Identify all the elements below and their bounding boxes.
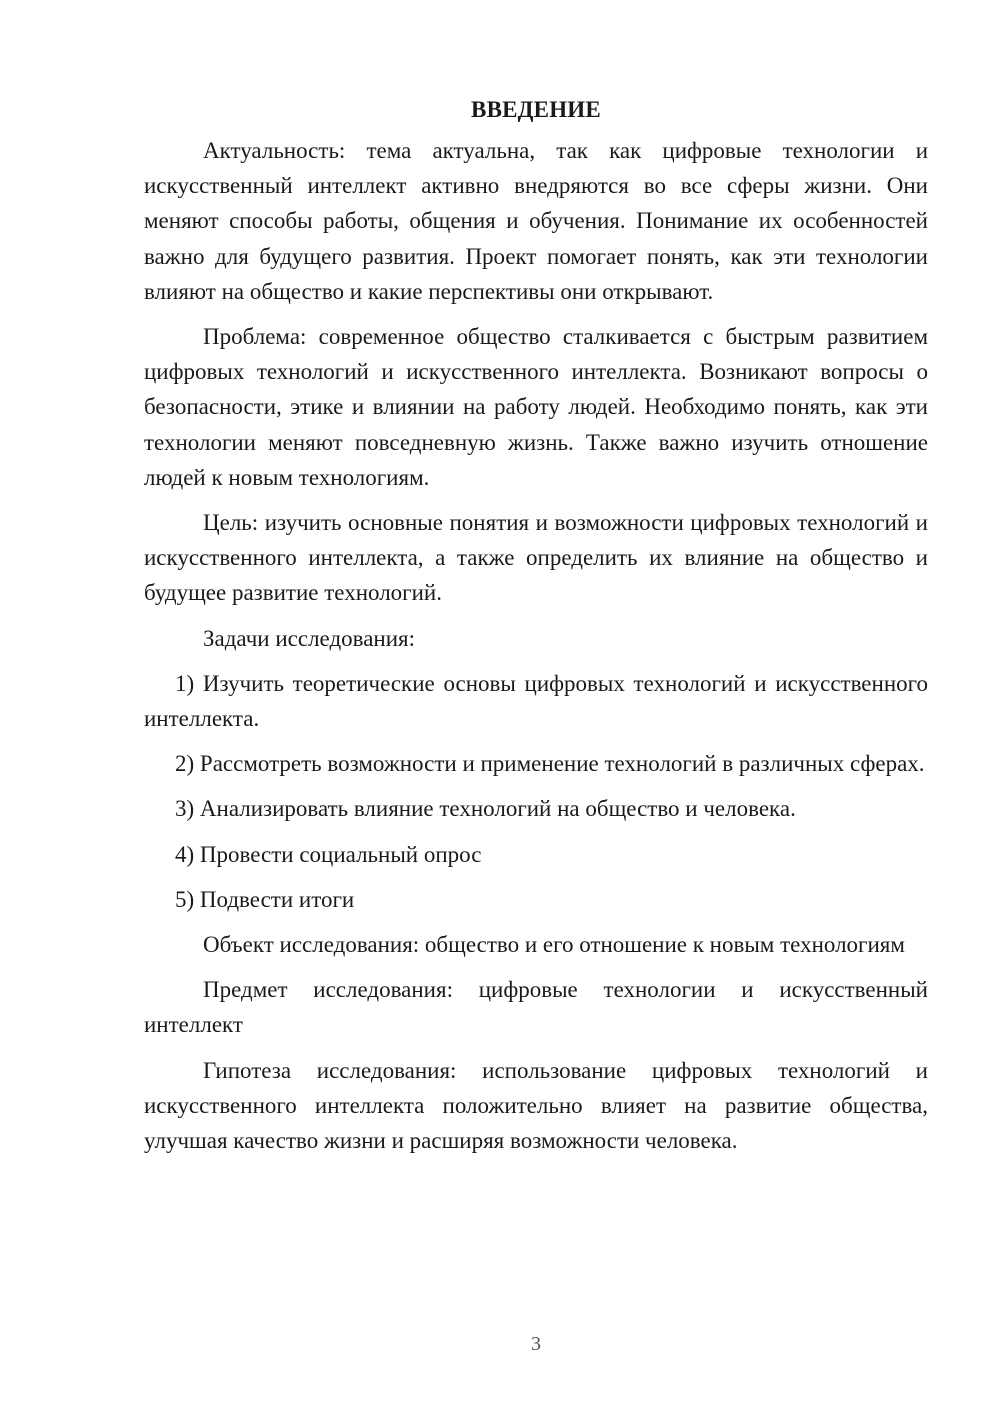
tasks-title: Задачи исследования:: [203, 625, 416, 651]
hypothesis-paragraph: Гипотеза исследования: использование цифровых технологий и искусственного интеллекта положительно влияет на развитие общества, улучшая качество жизни и расширяя возможности человека.: [144, 1057, 928, 1154]
object-paragraph: Объект исследования: общество и его отношение к новым технологиям: [203, 932, 905, 958]
task-item-5: 5) Подвести итоги: [175, 886, 355, 912]
task-item-3: 3) Анализировать влияние технологий на общество и человека.: [175, 796, 796, 822]
relevance-paragraph: Актуальность: тема актуальна, так как цифровые технологии и искусственный интеллект активно внедряются во все сферы жизни. Они меняют способы работы, общения и обучения. Понимание их особенностей важно для будущего развития. Проект помогает понять, как эти технологии влияют на общество и какие перспективы они открывают.: [144, 138, 928, 304]
page-number: 3: [531, 1333, 541, 1355]
section-heading: ВВЕДЕНИЕ: [471, 97, 601, 122]
document-page: [144, 92, 928, 1168]
task-item-2: 2) Рассмотреть возможности и применение технологий в различных сферах.: [175, 751, 925, 777]
task-item-4: 4) Провести социальный опрос: [175, 841, 482, 867]
goal-paragraph: Цель: изучить основные понятия и возможности цифровых технологий и искусственного интеллекта, а также определить их влияние на общество и будущее развитие технологий.: [144, 510, 928, 606]
task-item-1: 1) Изучить теоретические основы цифровых технологий и искусственного интеллекта.: [144, 670, 928, 732]
problem-paragraph: Проблема: современное общество сталкивается с быстрым развитием цифровых технологий и искусственного интеллекта. Возникают вопросы о безопасности, этике и влиянии на работу людей. Необходимо понять, как эти технологии меняют повседневную жизнь. Также важно изучить отношение людей к новым технологиям.: [144, 324, 928, 490]
subject-paragraph: Предмет исследования: цифровые технологии и искусственный интеллект: [144, 977, 928, 1038]
